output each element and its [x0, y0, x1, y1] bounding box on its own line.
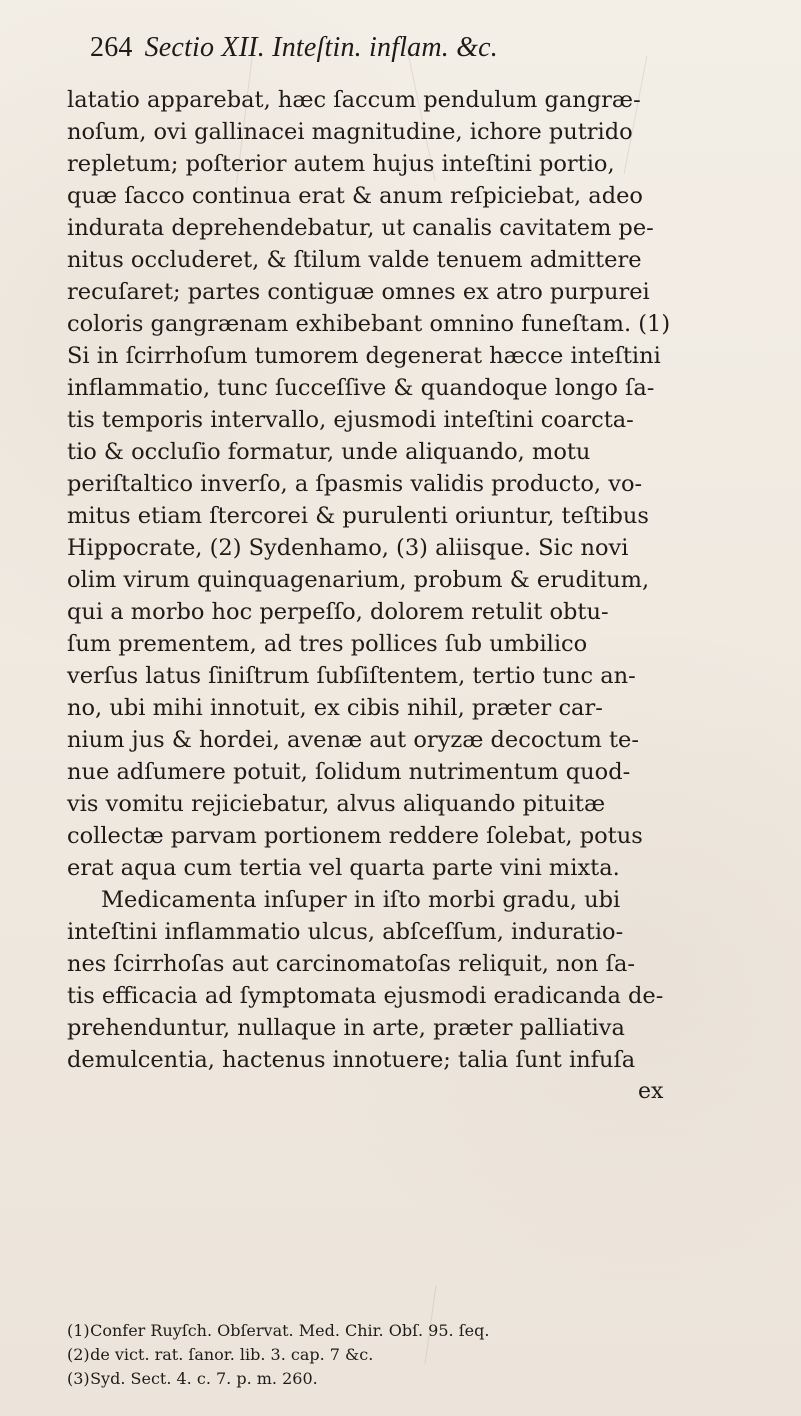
text-line: quæ ſacco continua erat & anum reſpiciebat, adeo [67, 183, 643, 209]
page-header [90, 26, 710, 70]
footnote [67, 1343, 727, 1367]
text-line: nes ſcirrhoſas aut carcinomatoſas reliquit, non ſa- [67, 951, 636, 977]
text-line: collectæ parvam portionem reddere ſolebat, potus [67, 823, 643, 849]
footnotes [67, 1319, 727, 1391]
text-line: tio & occluſio formatur, unde aliquando, motu [67, 439, 591, 465]
text-line: indurata deprehendebatur, ut canalis cavitatem pe- [67, 215, 654, 241]
footnote-text: Confer Ruyſch. Obſervat. Med. Chir. Obſ. 95. ſeq. [90, 1321, 490, 1340]
footnote-mark: (1) [67, 1321, 90, 1340]
text-line: qui a morbo hoc perpeſſo, dolorem retulit obtu- [67, 599, 609, 625]
text-line: prehenduntur, nullaque in arte, præter palliativa [67, 1015, 625, 1041]
text-line: repletum; poſterior autem hujus inteſtini portio, [67, 151, 615, 177]
text-line: latatio apparebat, hæc ſaccum pendulum gangræ- [67, 87, 641, 113]
text-line: nium jus & hordei, avenæ aut oryzæ decoctum te- [67, 727, 639, 753]
text-line: recuſaret; partes contiguæ omnes ex atro purpurei [67, 279, 650, 305]
text-line: demulcentia, hactenus innotuere; talia ſunt infuſa [67, 1047, 636, 1073]
footnote [67, 1319, 727, 1343]
main-text [67, 84, 743, 1108]
text-line: mitus etiam ſtercorei & purulenti oriuntur, teſtibus [67, 503, 649, 529]
running-head: Sectio XII. Inteſtin. inflam. &c. [144, 32, 499, 63]
text-line: tis temporis intervallo, ejusmodi inteſtini coarcta- [67, 407, 634, 433]
footnote-mark: (2) [67, 1345, 90, 1364]
text-line: olim virum quinquagenarium, probum & eruditum, [67, 567, 650, 593]
text-line: inflammatio, tunc ſucceſſive & quandoque longo ſa- [67, 375, 655, 401]
text-line: nitus occluderet, & ſtilum valde tenuem admittere [67, 247, 642, 273]
page-number: 264 [90, 32, 133, 63]
footnote-text: de vict. rat. ſanor. lib. 3. cap. 7 &c. [90, 1345, 374, 1364]
text-line: Hippocrate, (2) Sydenhamo, (3) aliisque. Sic novi [67, 535, 629, 561]
text-line: noſum, ovi gallinacei magnitudine, ichore putrido [67, 119, 633, 145]
text-line: vis vomitu rejiciebatur, alvus aliquando pituitæ [67, 791, 606, 817]
footnote [67, 1367, 727, 1391]
text-line: verſus latus ſiniſtrum ſubſiſtentem, tertio tunc an- [67, 663, 636, 689]
text-line: coloris gangrænam exhibebant omnino funeſtam. (1) [67, 311, 671, 337]
text-line: erat aqua cum tertia vel quarta parte vini mixta. [67, 855, 620, 881]
text-line: inteſtini inflammatio ulcus, abſceſſum, induratio- [67, 919, 624, 945]
text-line: ſum prementem, ad tres pollices ſub umbilico [67, 631, 588, 657]
catchword: ex [638, 1079, 664, 1104]
text-line: Si in ſcirrhoſum tumorem degenerat hæcce inteſtini [67, 343, 661, 369]
text-line: periſtaltico inverſo, a ſpasmis validis producto, vo- [67, 471, 643, 497]
text-line: nue adſumere potuit, ſolidum nutrimentum quod- [67, 759, 631, 785]
footnote-text: Syd. Sect. 4. c. 7. p. m. 260. [90, 1369, 318, 1388]
text-line: Medicamenta inſuper in iſto morbi gradu, ubi [101, 887, 621, 913]
text-line: no, ubi mihi innotuit, ex cibis nihil, præter car- [67, 695, 603, 721]
text-line: tis efficacia ad ſymptomata ejusmodi eradicanda de- [67, 983, 664, 1009]
footnote-mark: (3) [67, 1369, 90, 1388]
